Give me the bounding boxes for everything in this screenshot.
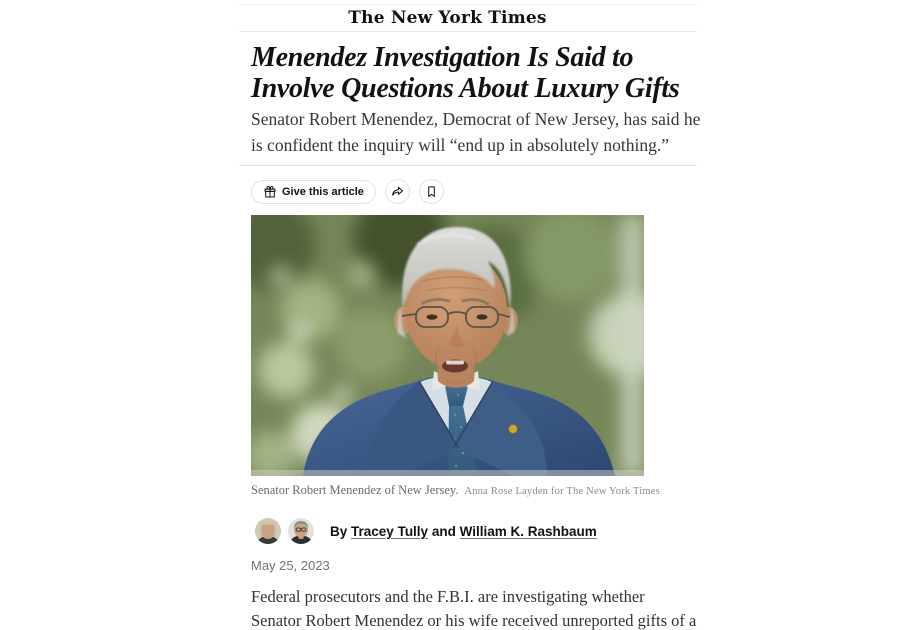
article-body [251, 585, 697, 630]
avatar-tracey-tully[interactable] [255, 518, 281, 544]
toolbar-divider [239, 165, 697, 166]
byline [330, 524, 597, 539]
author-link-william-rashbaum[interactable]: William K. Rashbaum [459, 524, 597, 539]
author-link-tracey-tully[interactable]: Tracey Tully [351, 524, 429, 539]
share-icon [390, 184, 405, 199]
photo-caption [251, 483, 691, 498]
body-line-1: Federal prosecutors and the F.B.I. are investigating whether [251, 587, 645, 606]
subhead-line-2: is confident the inquiry will “end up in absolutely nothing.” [251, 135, 669, 155]
give-article-button[interactable] [251, 180, 376, 204]
bookmark-icon [424, 184, 439, 199]
avatar-william-rashbaum[interactable] [288, 518, 314, 544]
article-toolbar [251, 179, 444, 204]
subhead-line-1: Senator Robert Menendez, Democrat of New Jersey, has said he [251, 109, 701, 129]
menendez-photo-illustration [251, 215, 644, 476]
body-line-2: Senator Robert Menendez or his wife received unreported gifts of a [251, 611, 697, 630]
gift-icon [263, 185, 277, 199]
caption-text: Senator Robert Menendez of New Jersey. [251, 483, 459, 497]
publish-date: May 25, 2023 [251, 558, 330, 573]
save-button[interactable] [419, 179, 444, 204]
photo-credit: Anna Rose Layden for The New York Times [464, 486, 660, 497]
lead-photo [251, 215, 644, 476]
article-subhead [251, 106, 701, 158]
article-headline [251, 42, 680, 104]
top-hairline [239, 4, 697, 5]
give-article-label: Give this article [282, 185, 364, 198]
author-avatars [255, 518, 314, 544]
byline-prefix: By [330, 524, 348, 539]
headline-line-1: Menendez Investigation Is Said to [251, 42, 634, 73]
masthead-divider [239, 31, 697, 32]
nyt-logo[interactable]: The New York Times [348, 8, 547, 28]
byline-conjunction: and [431, 524, 456, 539]
share-button[interactable] [385, 179, 410, 204]
headline-line-2: Involve Questions About Luxury Gifts [251, 73, 680, 104]
